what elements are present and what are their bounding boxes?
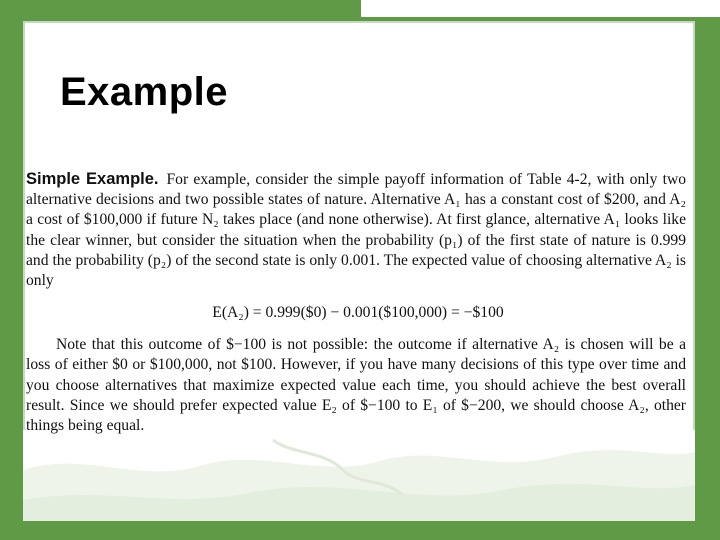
excerpt-paragraph-2: Note that this outcome of $−100 is not possible: the outcome if alternative A₂ is chosen will be a loss of either $0 or $100,000, not $100. However, if you have many decisions of this type over time and you choose alternatives that maximize expected value each time, you should achieve the best overall result. Since we should prefer expected value E₂ of $−100 to E₁ of $−200, we should choose A₂, other things being equal. [26,336,686,435]
frame-top-notch [361,0,720,17]
slide-title: Example [60,70,229,114]
excerpt-paragraph-1 [26,165,690,291]
excerpt-lead: Simple Example. [26,170,159,188]
textbook-excerpt [26,165,690,435]
background-map-graphic [23,430,695,521]
expected-value-formula: E(A₂) = 0.999($0) − 0.001($100,000) = −$100 [212,304,504,322]
excerpt-paragraph-1-text: For example, consider the simple payoff information of Table 4-2, with only two alternative decisions and two possible states of nature. Alternative A₁ has a constant cost of $200, and A₂ a cost of $100,000 if future N₂ takes place (and none otherwise). At first glance, alternative A₁ looks like the clear winner, but consider the situation when the probability (p₁) of the first state of nature is 0.999 and the probability (p₂) of the second state is only 0.001. The expected value of choosing alternative A₂ is only [26,171,687,290]
